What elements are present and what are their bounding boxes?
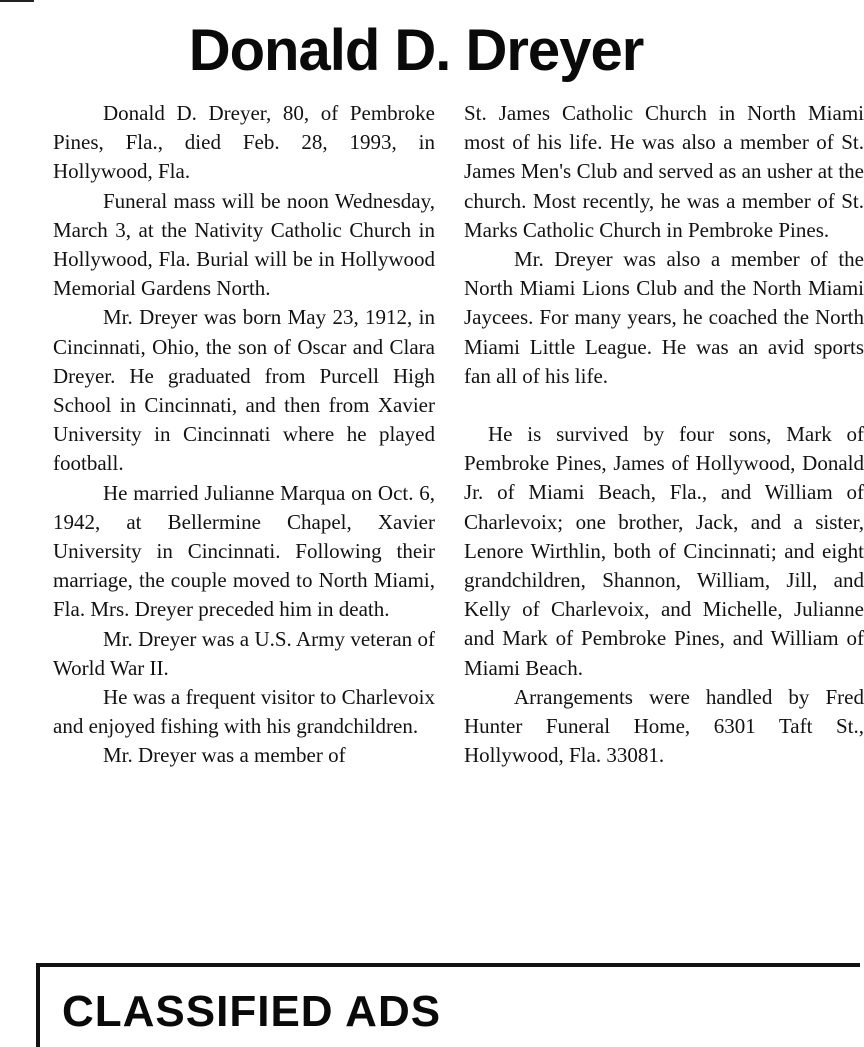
paragraph-member-start: Mr. Dreyer was a member of xyxy=(103,743,346,768)
left-column xyxy=(53,99,435,771)
classified-ads-box xyxy=(36,963,860,1047)
paragraph-visitor: He was a frequent visitor to Charlevoix and enjoyed fishing with his grandchildren. xyxy=(53,685,435,739)
paragraph-arrangements: Arrangements were handled by Fred Hunter Funeral Home, 6301 Taft St., Hollywood, Fla. 33081. xyxy=(464,684,864,768)
right-column xyxy=(464,99,864,770)
paragraph-marriage: He married Julianne Marqua on Oct. 6, 1942, at Bellermine Chapel, Xavier University in Cincinnati. Following their marriage, the couple moved to North Miami, Fla. Mrs. Dreyer preceded him in death. xyxy=(53,480,435,622)
classified-ads-title: CLASSIFIED ADS xyxy=(62,987,442,1036)
top-rule xyxy=(0,0,34,2)
obituary-headline: Donald D. Dreyer xyxy=(188,18,644,83)
paragraph-veteran: Mr. Dreyer was a U.S. Army veteran of World War II. xyxy=(53,626,435,680)
paragraph-death-notice: Donald D. Dreyer, 80, of Pembroke Pines, Fla., died Feb. 28, 1993, in Hollywood, Fla. xyxy=(53,101,435,184)
paragraph-clubs: Mr. Dreyer was also a member of the North Miami Lions Club and the North Miami Jaycees. For many years, he coached the North Miami Little League. He was an avid sports fan all of his life. xyxy=(464,247,864,388)
paragraph-member-continued: St. James Catholic Church in North Miami most of his life. He was also a member of St. James Men's Club and served as an usher at the church. Most recently, he was a member of St. Marks Catholic Church in Pembroke Pines. xyxy=(464,101,864,242)
paragraph-funeral: Funeral mass will be noon Wednesday, March 3, at the Nativity Catholic Church in Hollywood, Fla. Burial will be in Hollywood Memorial Gardens North. xyxy=(53,188,435,301)
paragraph-birth: Mr. Dreyer was born May 23, 1912, in Cincinnati, Ohio, the son of Oscar and Clara Dreyer. He graduated from Purcell High School in Cincinnati, and then from Xavier University in Cincinnati where he played football. xyxy=(53,305,435,476)
paragraph-survivors: He is survived by four sons, Mark of Pembroke Pines, James of Hollywood, Donald Jr. of Miami Beach, Fla., and William of Charlevoix; one brother, Jack, and a sister, Lenore Wirthlin, both of Cincinnati; and eight grandchildren, Shannon, William, Jill, and Kelly of Charlevoix, and Michelle, Julianne and Mark of Pembroke Pines, and William of Miami Beach. xyxy=(464,422,864,680)
